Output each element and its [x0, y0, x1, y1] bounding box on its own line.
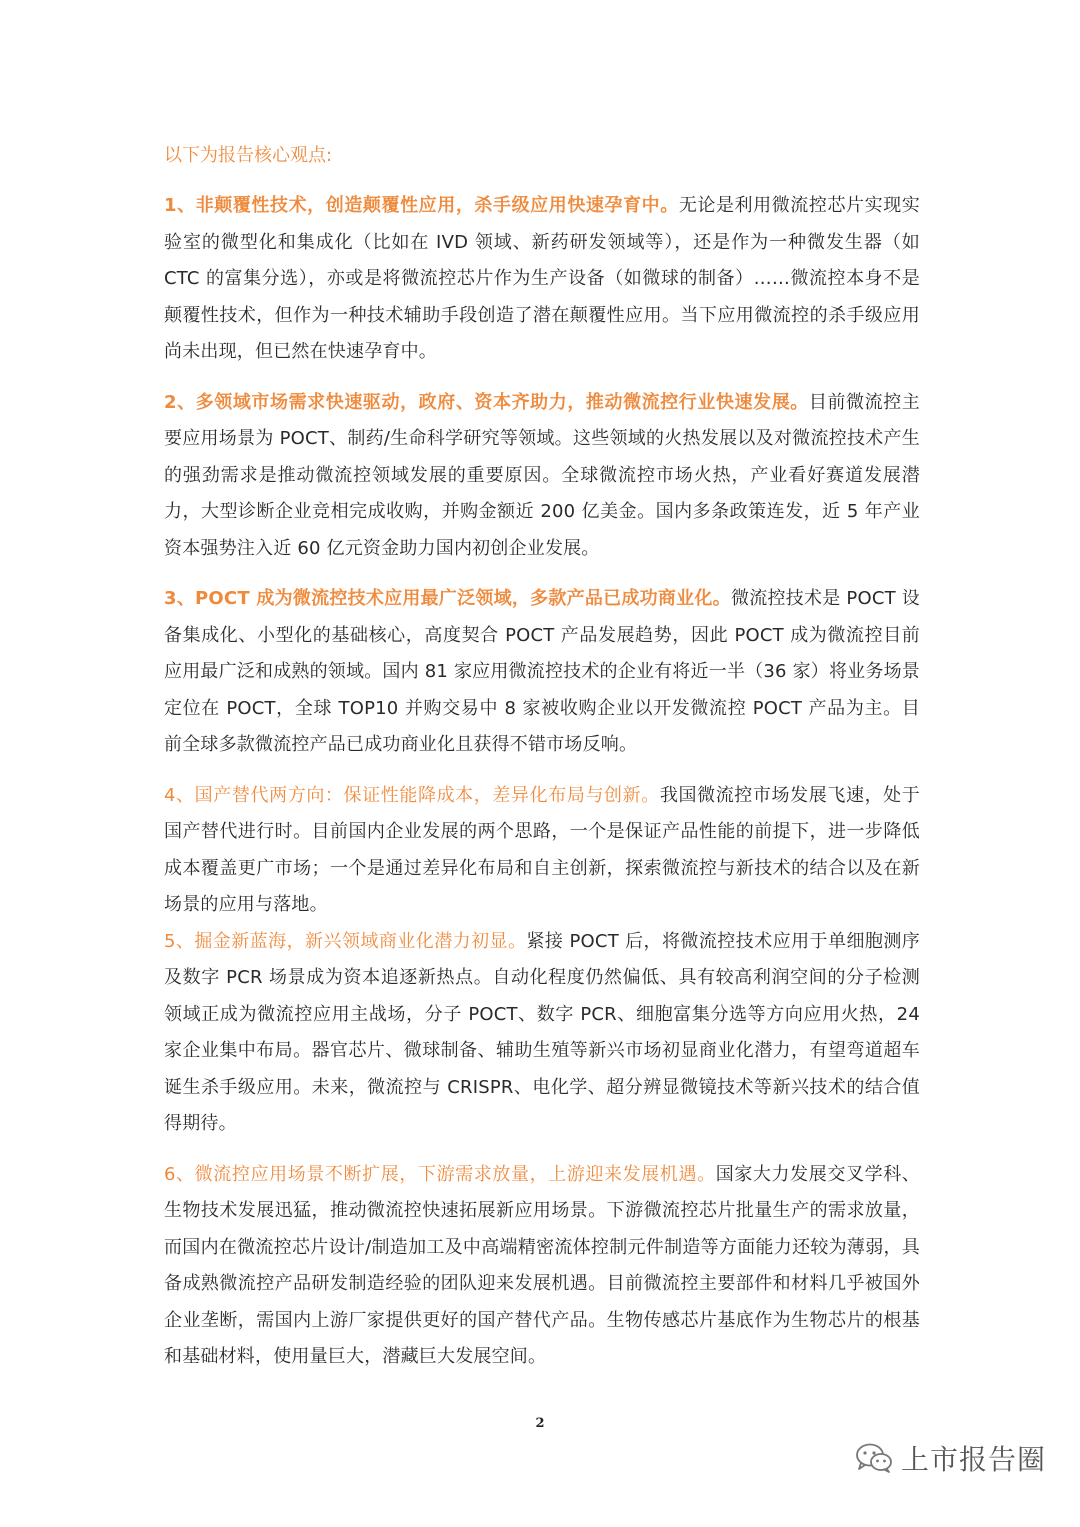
key-point-4-body: 我国微流控市场发展飞速，处于国产替代进行时。目前国内企业发展的两个思路，一个是保证产品性能的前提下，进一步降低成本覆盖更广市场；一个是通过差异化布局和自主创新，探索微流控与新技术的结合以及在新场景的应用与落地。	[164, 784, 920, 915]
key-point-4-lead: 4、国产替代两方向：保证性能降成本，差异化布局与创新。	[164, 784, 660, 806]
key-point-1-lead: 1、非颠覆性技术，创造颠覆性应用，杀手级应用快速孕育中。	[164, 195, 679, 216]
key-point-4	[164, 778, 920, 924]
key-point-5-lead: 5、掘金新蓝海，新兴领域商业化潜力初显。	[164, 930, 527, 952]
key-point-3-lead: 3、POCT 成为微流控技术应用最广泛领域，多款产品已成功商业化。	[164, 588, 731, 609]
key-point-2	[164, 385, 920, 568]
key-point-1-body: 无论是利用微流控芯片实现实验室的微型化和集成化（比如在 IVD 领域、新药研发领域等），还是作为一种微发生器（如 CTC 的富集分选），亦或是将微流控芯片作为生产设备（如微球的制备）……微流控本身不是颠覆性技术，但作为一种技术辅助手段创造了潜在颠覆性应用。当下应用微流控的杀手级应用尚未出现，但已然在快速孕育中。	[164, 195, 920, 362]
key-point-2-lead: 2、多领域市场需求快速驱动，政府、资本齐助力，推动微流控行业快速发展。	[164, 391, 809, 413]
report-content	[164, 138, 920, 1390]
key-point-5-body: 紧接 POCT 后，将微流控技术应用于单细胞测序及数字 PCR 场景成为资本追逐新热点。自动化程度仍然偏低、具有较高利润空间的分子检测领域正成为微流控应用主战场，分子 POCT、数字 PCR、细胞富集分选等方向应用火热，24 家企业集中布局。器官芯片、微球制备、辅助生殖等新兴市场初显商业化潜力，有望弯道超车诞生杀手级应用。未来，微流控与 CRISPR、电化学、超分辨显微镜技术等新兴技术的结合值得期待。	[164, 930, 920, 1134]
key-point-6-body: 国家大力发展交叉学科、生物技术发展迅猛，推动微流控快速拓展新应用场景。下游微流控芯片批量生产的需求放量，而国内在微流控芯片设计/制造加工及中高端精密流体控制元件制造等方面能力还较为薄弱，具备成熟微流控产品研发制造经验的团队迎来发展机遇。目前微流控主要部件和材料几乎被国外企业垄断，需国内上游厂家提供更好的国产替代产品。生物传感芯片基底作为生物芯片的根基和基础材料，使用量巨大，潜藏巨大发展空间。	[164, 1163, 921, 1367]
key-point-3-body: 微流控技术是 POCT 设备集成化、小型化的基础核心，高度契合 POCT 产品发展趋势，因此 POCT 成为微流控目前应用最广泛和成熟的领域。国内 81 家应用微流控技术的企业有将近一半（36 家）将业务场景定位在 POCT，全球 TOP10 并购交易中 8 家被收购企业以开发微流控 POCT 产品为主。目前全球多款微流控产品已成功商业化且获得不错市场反响。	[164, 588, 920, 755]
key-point-5	[164, 924, 920, 1143]
key-point-3	[164, 581, 920, 764]
page-number: 2	[535, 1416, 545, 1431]
intro-heading: 以下为报告核心观点:	[164, 145, 333, 166]
watermark-text: 上市报告圈	[900, 1443, 1046, 1476]
watermark	[855, 1438, 1046, 1478]
key-point-2-body: 目前微流控主要应用场景为 POCT、制药/生命科学研究等领域。这些领域的火热发展以及对微流控技术产生的强劲需求是推动微流控领域发展的重要原因。全球微流控市场火热，产业看好赛道发展潜力，大型诊断企业竞相完成收购，并购金额近 200 亿美金。国内多条政策连发，近 5 年产业资本强势注入近 60 亿元资金助力国内初创企业发展。	[164, 391, 920, 559]
wechat-icon	[855, 1443, 893, 1473]
key-point-1	[164, 188, 920, 371]
key-point-6-lead: 6、微流控应用场景不断扩展，下游需求放量，上游迎来发展机遇。	[164, 1163, 716, 1185]
key-point-6	[164, 1157, 920, 1376]
